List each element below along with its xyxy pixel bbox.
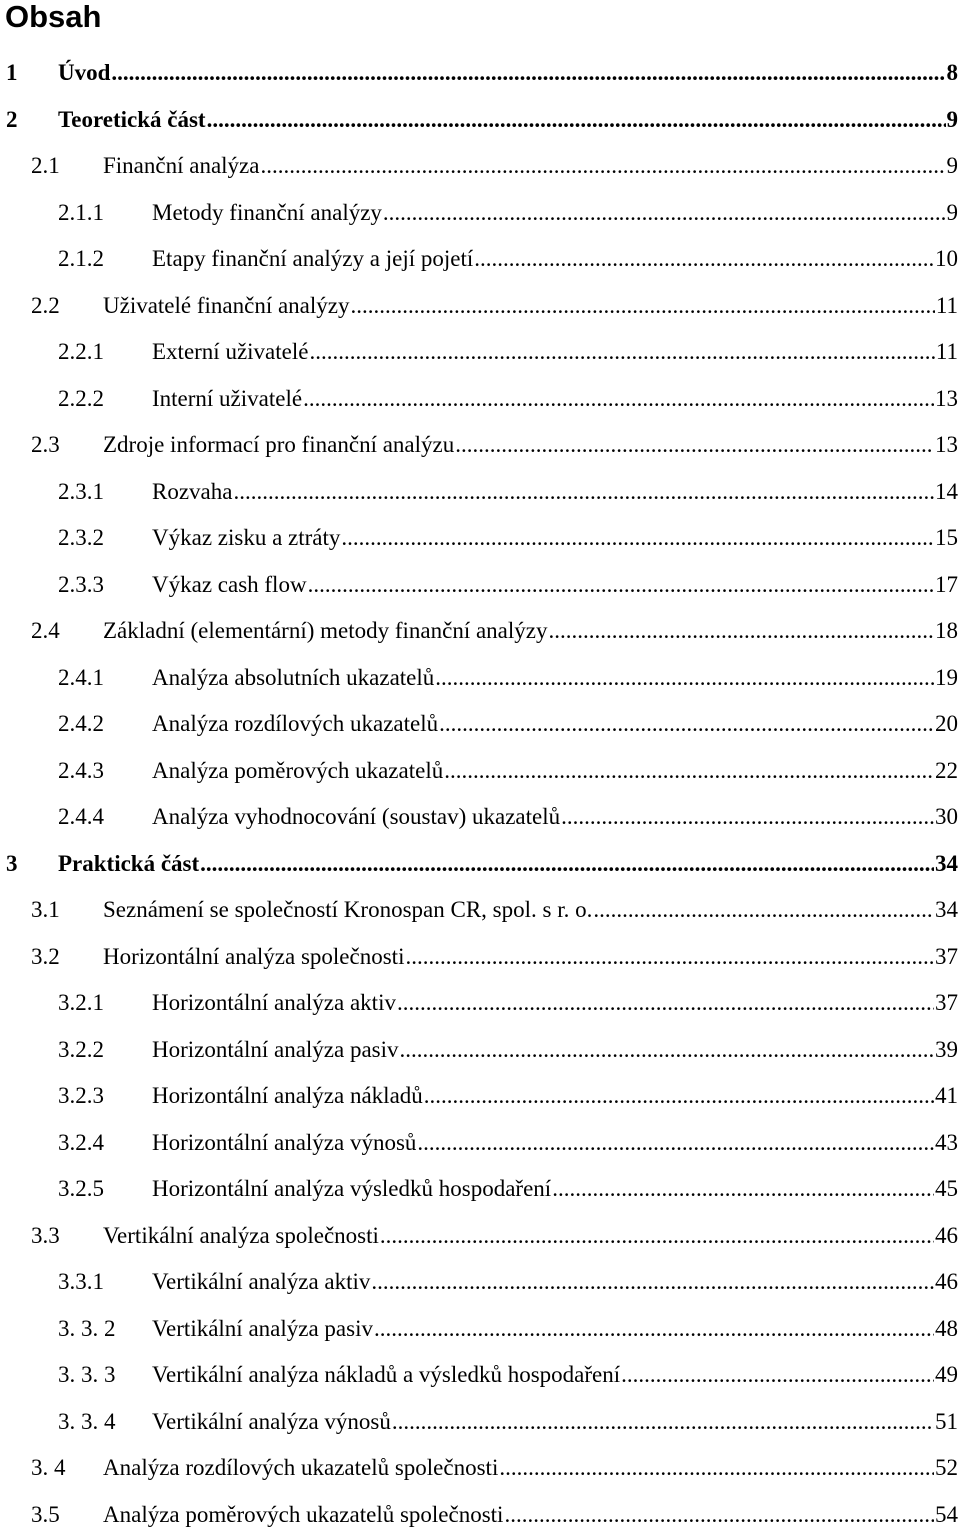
toc-dot-leader <box>207 107 946 133</box>
toc-entry[interactable] <box>0 980 960 1027</box>
toc-entry[interactable] <box>0 1027 960 1074</box>
toc-dot-leader <box>309 339 934 365</box>
toc-entry-title: Rozvaha <box>152 479 232 505</box>
toc-entry-title: Základní (elementární) metody finanční analýzy <box>103 618 547 644</box>
toc-entry-number: 3.2 <box>31 944 60 970</box>
toc-entry-title: Finanční analýza <box>103 153 259 179</box>
toc-entry-title: Analýza vyhodnocování (soustav) ukazatelů <box>152 804 560 830</box>
toc-entry[interactable] <box>0 562 960 609</box>
toc-dot-leader <box>400 1037 934 1063</box>
toc-entry-page: 15 <box>935 525 958 551</box>
toc-entry-page: 43 <box>935 1130 958 1156</box>
toc-entry-page: 46 <box>935 1269 958 1295</box>
toc-dot-leader <box>444 758 934 784</box>
toc-entry-title: Analýza poměrových ukazatelů společnosti <box>103 1502 503 1528</box>
toc-entry-number: 3.3 <box>31 1223 60 1249</box>
toc-entry-page: 9 <box>947 153 959 179</box>
toc-dot-leader <box>383 200 946 226</box>
toc-entry-title: Seznámení se společností Kronospan CR, spol. s r. o. <box>103 897 592 923</box>
toc-entry-title: Výkaz zisku a ztráty <box>152 525 340 551</box>
toc-entry-page: 18 <box>935 618 958 644</box>
toc-entry[interactable] <box>0 422 960 469</box>
toc-entry[interactable] <box>0 1213 960 1260</box>
toc-entry-number: 2.4.4 <box>58 804 104 830</box>
toc-entry[interactable] <box>0 655 960 702</box>
toc-entry[interactable] <box>0 841 960 888</box>
toc-entry[interactable] <box>0 376 960 423</box>
toc-dot-leader <box>621 1362 934 1388</box>
toc-entry[interactable] <box>0 469 960 516</box>
toc-entry-number: 3.3.1 <box>58 1269 104 1295</box>
toc-entry-number: 2 <box>6 107 18 133</box>
toc-entry-title: Horizontální analýza nákladů <box>152 1083 423 1109</box>
toc-entry[interactable] <box>0 50 960 97</box>
toc-entry-page: 52 <box>935 1455 958 1481</box>
toc-entry-title: Úvod <box>58 60 110 86</box>
toc-entry-page: 51 <box>935 1409 958 1435</box>
toc-dot-leader <box>233 479 934 505</box>
toc-dot-leader <box>371 1269 934 1295</box>
toc-dot-leader <box>397 990 934 1016</box>
toc-entry-number: 2.2.2 <box>58 386 104 412</box>
toc-entry-page: 9 <box>947 200 959 226</box>
toc-entry-page: 39 <box>935 1037 958 1063</box>
toc-entry[interactable] <box>0 1120 960 1167</box>
toc-dot-leader <box>392 1409 934 1435</box>
toc-entry-number: 2.3.3 <box>58 572 104 598</box>
toc-entry-number: 3.2.5 <box>58 1176 104 1202</box>
toc-entry[interactable] <box>0 515 960 562</box>
toc-entry-title: Vertikální analýza společnosti <box>103 1223 379 1249</box>
toc-dot-leader <box>374 1316 934 1342</box>
toc-entry[interactable] <box>0 1352 960 1399</box>
toc-entry[interactable] <box>0 748 960 795</box>
toc-dot-leader <box>260 153 945 179</box>
toc-entry[interactable] <box>0 236 960 283</box>
toc-dot-leader <box>351 293 935 319</box>
toc-entry[interactable] <box>0 887 960 934</box>
toc-entry-page: 34 <box>935 897 958 923</box>
toc-entry-number: 2.4.1 <box>58 665 104 691</box>
toc-entry-page: 20 <box>935 711 958 737</box>
toc-dot-leader <box>435 665 934 691</box>
toc-entry-number: 3.2.3 <box>58 1083 104 1109</box>
toc-entry-number: 3. 3. 4 <box>58 1409 116 1435</box>
toc-entry-title: Uživatelé finanční analýzy <box>103 293 350 319</box>
toc-entry-number: 2.2.1 <box>58 339 104 365</box>
toc-entry-page: 41 <box>935 1083 958 1109</box>
toc-dot-leader <box>200 851 934 877</box>
toc-entry-number: 2.4.3 <box>58 758 104 784</box>
toc-entry-title: Analýza absolutních ukazatelů <box>152 665 434 691</box>
toc-dot-leader <box>455 432 934 458</box>
toc-entry[interactable] <box>0 1399 960 1446</box>
toc-entry-title: Praktická část <box>58 851 199 877</box>
toc-entry-title: Vertikální analýza nákladů a výsledků hospodaření <box>152 1362 620 1388</box>
toc-entry-number: 3.2.4 <box>58 1130 104 1156</box>
toc-entry[interactable] <box>0 1492 960 1538</box>
table-of-contents <box>0 50 960 1538</box>
toc-entry-page: 34 <box>935 851 958 877</box>
toc-entry-title: Zdroje informací pro finanční analýzu <box>103 432 454 458</box>
toc-entry-number: 2.3 <box>31 432 60 458</box>
toc-entry-title: Horizontální analýza výnosů <box>152 1130 416 1156</box>
page-title: Obsah <box>5 0 101 39</box>
toc-dot-leader <box>417 1130 934 1156</box>
toc-dot-leader <box>593 897 934 923</box>
toc-entry[interactable] <box>0 794 960 841</box>
toc-dot-leader <box>111 60 945 86</box>
toc-dot-leader <box>552 1176 934 1202</box>
toc-entry-page: 10 <box>935 246 958 272</box>
toc-entry[interactable] <box>0 934 960 981</box>
toc-entry-number: 2.1.1 <box>58 200 104 226</box>
toc-dot-leader <box>504 1502 934 1528</box>
toc-entry[interactable] <box>0 1306 960 1353</box>
toc-entry[interactable] <box>0 190 960 237</box>
toc-entry-number: 2.1 <box>31 153 60 179</box>
toc-entry-page: 11 <box>936 293 958 319</box>
toc-dot-leader <box>424 1083 934 1109</box>
toc-entry-title: Horizontální analýza společnosti <box>103 944 404 970</box>
toc-entry-number: 2.4 <box>31 618 60 644</box>
toc-entry-number: 2.1.2 <box>58 246 104 272</box>
toc-entry[interactable] <box>0 97 960 144</box>
toc-entry-page: 37 <box>935 944 958 970</box>
toc-entry-number: 3.2.1 <box>58 990 104 1016</box>
toc-entry-page: 48 <box>935 1316 958 1342</box>
toc-entry-number: 2.4.2 <box>58 711 104 737</box>
toc-entry-page: 37 <box>935 990 958 1016</box>
toc-dot-leader <box>474 246 934 272</box>
toc-entry-title: Interní uživatelé <box>152 386 302 412</box>
toc-entry-number: 3.1 <box>31 897 60 923</box>
toc-entry-title: Analýza rozdílových ukazatelů společnosti <box>103 1455 498 1481</box>
toc-entry[interactable] <box>0 329 960 376</box>
toc-entry-page: 45 <box>935 1176 958 1202</box>
toc-entry-number: 3.2.2 <box>58 1037 104 1063</box>
toc-entry-title: Horizontální analýza výsledků hospodaření <box>152 1176 551 1202</box>
toc-dot-leader <box>380 1223 934 1249</box>
toc-entry-page: 19 <box>935 665 958 691</box>
toc-entry[interactable] <box>0 143 960 190</box>
toc-entry-page: 22 <box>935 758 958 784</box>
toc-entry-title: Analýza poměrových ukazatelů <box>152 758 443 784</box>
toc-entry-number: 1 <box>6 60 18 86</box>
toc-entry[interactable] <box>0 283 960 330</box>
toc-entry-title: Horizontální analýza pasiv <box>152 1037 399 1063</box>
toc-entry-page: 13 <box>935 432 958 458</box>
toc-entry-number: 3. 3. 2 <box>58 1316 116 1342</box>
toc-entry[interactable] <box>0 1445 960 1492</box>
toc-entry-number: 3. 4 <box>31 1455 66 1481</box>
toc-entry-number: 2.2 <box>31 293 60 319</box>
toc-entry-number: 3.5 <box>31 1502 60 1528</box>
toc-entry[interactable] <box>0 701 960 748</box>
toc-entry-number: 2.3.1 <box>58 479 104 505</box>
toc-entry-title: Horizontální analýza aktiv <box>152 990 396 1016</box>
toc-entry[interactable] <box>0 608 960 655</box>
toc-entry-title: Vertikální analýza výnosů <box>152 1409 391 1435</box>
toc-dot-leader <box>303 386 934 412</box>
toc-entry-title: Metody finanční analýzy <box>152 200 382 226</box>
toc-entry-title: Vertikální analýza aktiv <box>152 1269 370 1295</box>
toc-entry-title: Externí uživatelé <box>152 339 308 365</box>
toc-entry-title: Analýza rozdílových ukazatelů <box>152 711 438 737</box>
toc-entry-title: Teoretická část <box>58 107 206 133</box>
toc-dot-leader <box>499 1455 934 1481</box>
toc-dot-leader <box>548 618 934 644</box>
toc-entry-page: 30 <box>935 804 958 830</box>
toc-entry-page: 8 <box>947 60 959 86</box>
toc-entry-page: 17 <box>935 572 958 598</box>
toc-entry-page: 54 <box>935 1502 958 1528</box>
toc-entry[interactable] <box>0 1259 960 1306</box>
toc-entry-title: Etapy finanční analýzy a její pojetí <box>152 246 473 272</box>
toc-dot-leader <box>341 525 934 551</box>
toc-entry-number: 3. 3. 3 <box>58 1362 116 1388</box>
toc-entry-page: 11 <box>936 339 958 365</box>
toc-entry-page: 9 <box>947 107 959 133</box>
toc-entry-number: 2.3.2 <box>58 525 104 551</box>
toc-dot-leader <box>439 711 934 737</box>
toc-entry-page: 14 <box>935 479 958 505</box>
toc-entry-page: 49 <box>935 1362 958 1388</box>
toc-entry-title: Vertikální analýza pasiv <box>152 1316 373 1342</box>
toc-dot-leader <box>405 944 934 970</box>
toc-entry[interactable] <box>0 1073 960 1120</box>
toc-dot-leader <box>561 804 934 830</box>
toc-entry[interactable] <box>0 1166 960 1213</box>
toc-entry-page: 13 <box>935 386 958 412</box>
toc-entry-number: 3 <box>6 851 18 877</box>
toc-entry-page: 46 <box>935 1223 958 1249</box>
toc-entry-title: Výkaz cash flow <box>152 572 307 598</box>
toc-dot-leader <box>308 572 934 598</box>
